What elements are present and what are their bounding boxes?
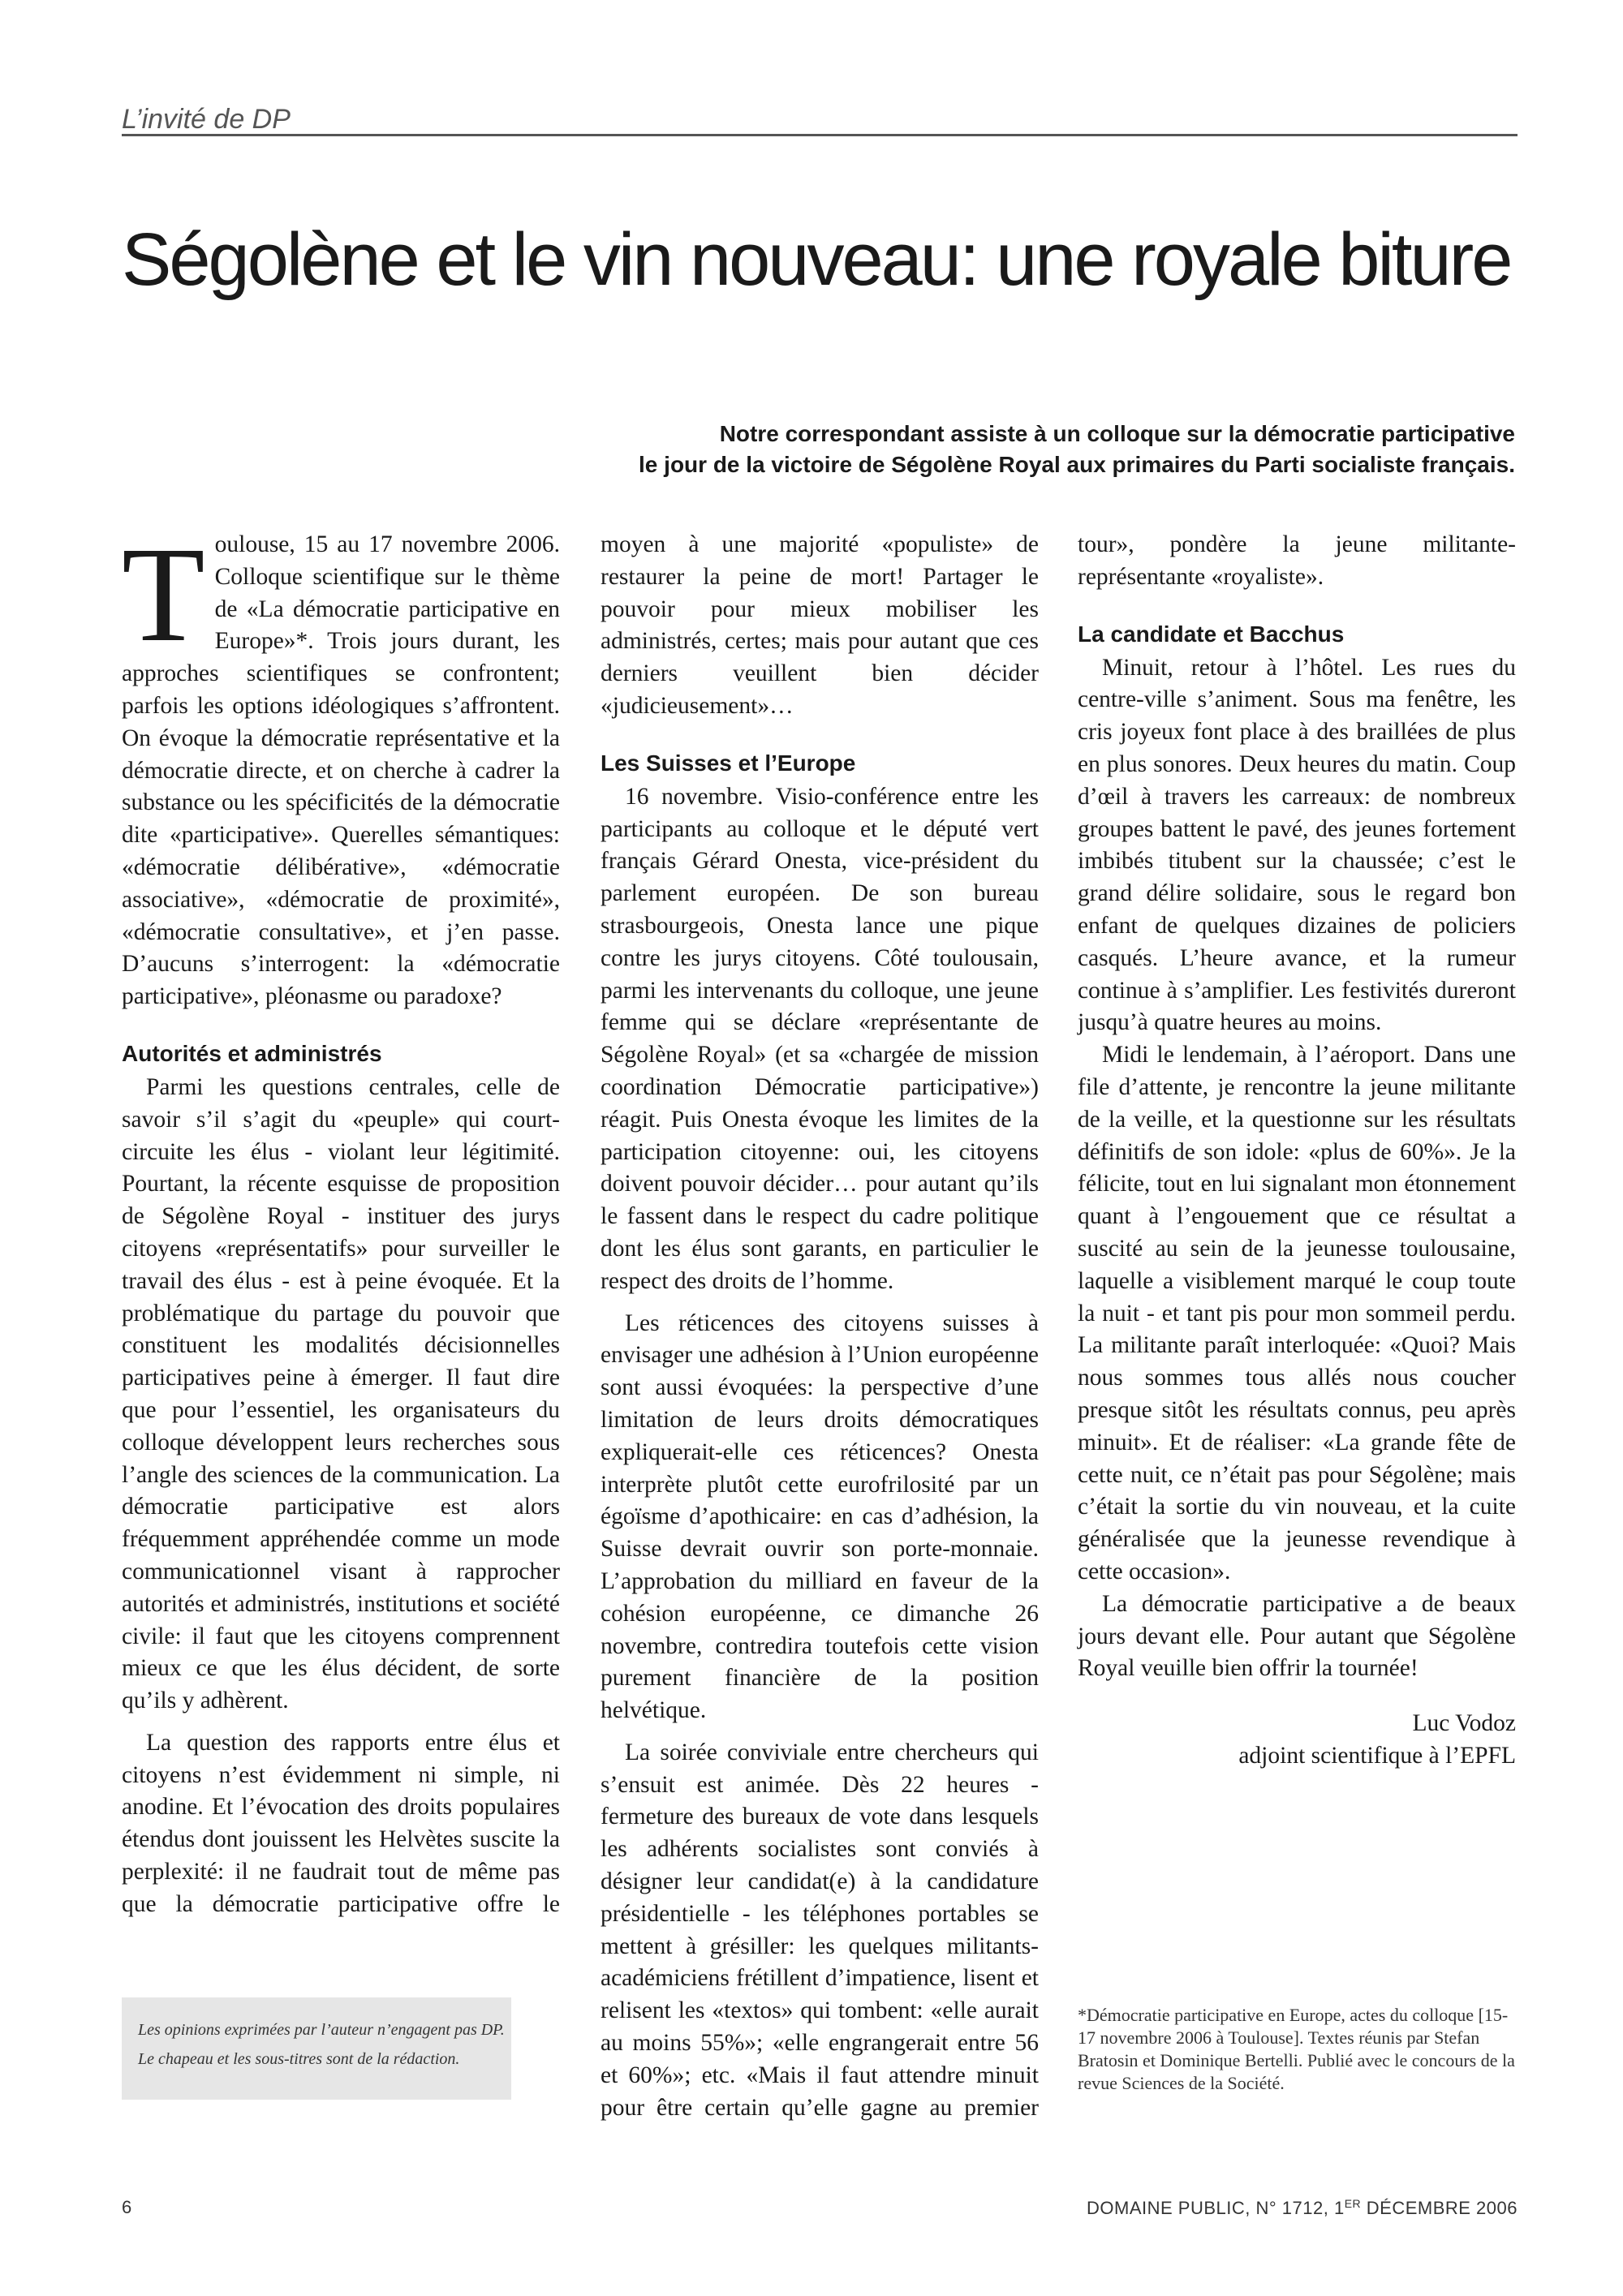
- paragraph-6-continued: tour», pondère la jeune militante-représentante «royaliste».: [1078, 531, 1516, 590]
- paragraph-9: La démocratie participative a de beaux jours devant elle. Pour autant que Ségolène Royal veuille bien offrir la tournée!: [1078, 1590, 1516, 1682]
- drop-cap: T: [122, 519, 205, 670]
- publication-name: DOMAINE PUBLIC, N° 1712, 1: [1087, 2198, 1345, 2219]
- article-chapeau: [379, 419, 1515, 480]
- paragraph-intro: [122, 519, 560, 1013]
- footnote: *Démocratie participative en Europe, actes du colloque [15-17 novembre 2006 à Toulouse]. Textes réunis par Stefan Bratosin et Dominique Bertelli. Publié avec le concours de la revue Sciences de la Société.: [1078, 2005, 1515, 2093]
- article-column-1: [122, 519, 560, 1921]
- article-title: Ségolène et le vin nouveau: une royale biture: [122, 218, 1511, 301]
- chapeau-line-2: le jour de la victoire de Ségolène Royal aux primaires du Parti socialiste français.: [639, 452, 1515, 477]
- article-column-2: [601, 529, 1039, 2124]
- author-signature: [1078, 1708, 1516, 1773]
- section-rubric: [122, 104, 1518, 136]
- paragraph-8: Midi le lendemain, à l’aéroport. Dans une file d’attente, je rencontre la jeune militante de la veille, et la questionne sur les résultats définitifs de son idole: «plus de 60%». Je la félicite, tout en lui signalant mon étonnement quant à l’engouement que ce résultat a suscité au sein de la jeunesse toulousaine, laquelle a visiblement marqué le coup toute la nuit - et tant pis pour mon sommeil perdu. La militante paraît interloquée: «Quoi? Mais nous sommes tous allés nous coucher presque sitôt les résultats connus, peu après minuit». Et de réaliser: «La grande fête de cette nuit, ce n’était pas pour Ségolène; mais c’était la sortie du vin nouveau, et la cuite généralisée que la jeunesse revendique à cette occasion».: [1078, 1042, 1516, 1584]
- chapeau-line-1: Notre correspondant assiste à un colloque sur la démocratie participative: [719, 421, 1515, 446]
- author-name: Luc Vodoz: [1412, 1710, 1516, 1737]
- subtitle-autorites: Autorités et administrés: [122, 1040, 382, 1066]
- editorial-note-box: [122, 1997, 511, 2100]
- publication-date: DÉCEMBRE 2006: [1361, 2198, 1518, 2219]
- article-column-3: [1078, 529, 1516, 1773]
- paragraph-2: Parmi les questions centrales, celle de savoir s’il s’agit du «peuple» qui court-circuite les élus - violant leur légitimité. Pourtant, la récente esquisse de proposition de Ségolène Royal - instituer des jurys citoyens «représentatifs» pour surveiller le travail des élus - est à peine évoquée. Et la problématique du partage du pouvoir que constituent les modalités décisionnelles participatives peine à émerger. Il faut dire que pour l’essentiel, les organisateurs du colloque développent leurs recherches sous l’angle des sciences de la communication. La démocratie participative est alors fréquemment appréhendée comme un mode communicationnel visant à rapprocher autorités et administrés, institutions et société civile: il faut que les citoyens comprennent mieux ce que les élus décident, de sorte qu’ils y adhèrent.: [122, 1073, 560, 1714]
- publication-footer: [1087, 2197, 1518, 2219]
- paragraph-5: Les réticences des citoyens suisses à envisager une adhésion à l’Union européenne sont aussi évoquées: la perspective d’une limitation de leurs droits démocratiques expliquerait-elle ces réticences? Onesta interprète plutôt cette eurofrilosité par un égoïsme d’apothicaire: en cas d’adhésion, la Suisse devrait ouvrir son porte-monnaie. L’approbation du milliard en faveur de la cohésion européenne, ce dimanche 26 novembre, contredira toutefois cette vision purement financière de la position helvétique.: [601, 1309, 1039, 1724]
- author-role: adjoint scientifique à l’EPFL: [1238, 1742, 1516, 1769]
- rubric-label: L’invité de DP: [122, 104, 291, 131]
- page-number: 6: [122, 2197, 132, 2217]
- subtitle-bacchus: La candidate et Bacchus: [1078, 621, 1345, 647]
- paragraph-7: Minuit, retour à l’hôtel. Les rues du centre-ville s’animent. Sous ma fenêtre, les cris joyeux font place à des braillées de plus en plus sonores. Deux heures du matin. Coup d’œil à travers les carreaux: de nombreux groupes battent le pavé, des jeunes fortement imbibés titubent sur la chaussée; c’est le grand délire solidaire, sous le regard bon enfant de quelques dizaines de policiers casqués. L’heure avance, et la rumeur continue à s’amplifier. Les festivités dureront jusqu’à quatre heures au moins.: [1078, 654, 1516, 1036]
- paragraph-6: La soirée conviviale entre chercheurs qui s’ensuit est animée. Dès 22 heures - fermeture des bureaux de vote dans lesquels les adhérents socialistes sont conviés à désigner leur candidat(e) à la candidature présidentielle - les téléphones portables se mettent à grésiller: les quelques militants-académiciens frétillent d’impatience, lisent et relisent les «textos» qui tombent: «elle aurait au moins 55%»; «elle engrangerait entre 56 et 60%»; etc. «Mais il faut attendre minuit pour être certain qu’elle gagne au premier: [601, 1739, 1039, 2121]
- paragraph-4: 16 novembre. Visio-conférence entre les participants au colloque et le député vert français Gérard Onesta, vice-président du parlement européen. De son bureau strasbourgeois, Onesta lance une pique contre les jurys citoyens. Côté toulousain, parmi les intervenants du colloque, une jeune femme qui se déclare «représentante de Ségolène Royal» (et sa «chargée de mission coordination Démocratie participative») réagit. Puis Onesta évoque les limites de la participation citoyenne: oui, les citoyens doivent pouvoir décider… pour autant qu’ils le fassent dans le respect du cadre politique dont les élus sont garants, en particulier le respect des droits de l’homme.: [601, 783, 1039, 1294]
- editorial-note-line-2: Le chapeau et les sous-titres sont de la rédaction.: [138, 2050, 460, 2068]
- paragraph-intro-text: oulouse, 15 au 17 novembre 2006. Colloque scientifique sur le thème de «La démocratie participative en Europe»*. Trois jours durant, les approches scientifiques se confrontent; parfois les options idéologiques s’affrontent. On évoque la démocratie représentative et la démocratie directe, et on cherche à cadrer la substance ou les spécificités de la démocratie dite «participative». Querelles sémantiques: «démocratie délibérative», «démocratie associative», «démocratie de proximité», «démocratie consultative», et j’en passe. D’aucuns s’interrogent: la «démocratie participative», pléonasme ou paradoxe?: [122, 531, 560, 1010]
- subtitle-suisses: Les Suisses et l’Europe: [601, 750, 856, 776]
- paragraph-3: La question des rapports entre élus et citoyens n’est évidemment ni simple, ni anodine. Et l’évocation des droits populaires étendus dont jouissent les Helvètes suscite la perplexité: il ne faudrait tout de même pas que la démocratie participative offre le: [122, 1729, 560, 1917]
- publication-sup: ER: [1344, 2197, 1362, 2210]
- editorial-note-line-1: Les opinions exprimées par l’auteur n’engagent pas DP.: [138, 2021, 505, 2039]
- paragraph-3-continued: moyen à une majorité «populiste» de restaurer la peine de mort! Partager le pouvoir pour mieux mobiliser les administrés, certes; mais pour autant que ces derniers veuillent bien décider «judicieusement»…: [601, 531, 1039, 719]
